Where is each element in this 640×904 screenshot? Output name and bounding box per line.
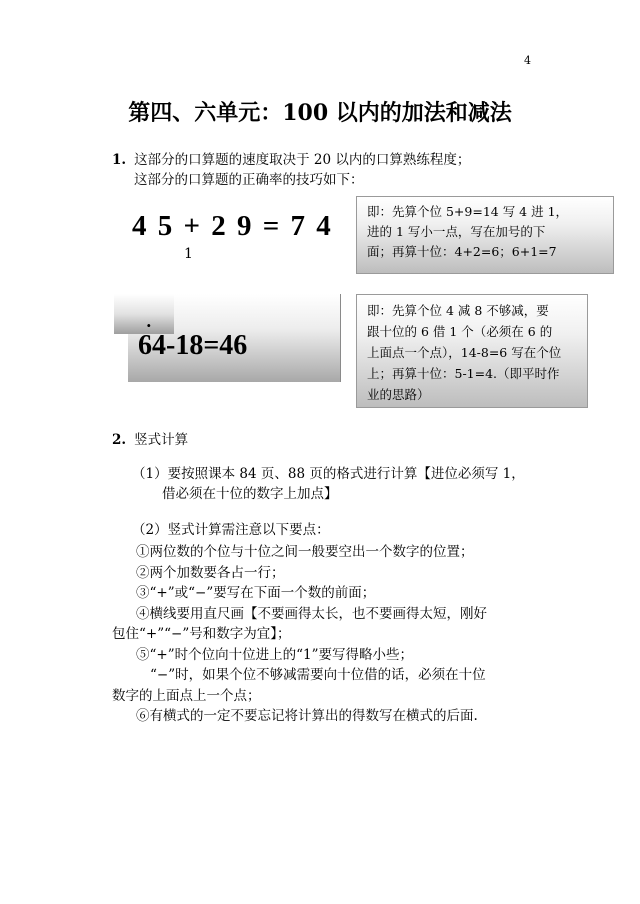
section-2-heading bbox=[112, 428, 188, 448]
checklist bbox=[112, 542, 532, 727]
list-item: ②两个加数要各占一行； bbox=[136, 564, 285, 581]
addition-example-equation: 4 5 + 2 9 = 7 4 bbox=[132, 210, 333, 242]
list-item: ④横线要用直尺画【不要画得太长，也不要画得太短，刚好 bbox=[136, 605, 487, 622]
section-1-line-2: 这部分的口算题的正确率的技巧如下： bbox=[134, 172, 364, 188]
list-item: ①两位数的个位与十位之间一般要空出一个数字的位置； bbox=[136, 544, 474, 560]
list-item: “−”时，如果个位不够减需要向十位借的话，必须在十位 bbox=[150, 667, 486, 683]
list-item: ③“+”或“−”要写在下面一个数的前面； bbox=[136, 585, 376, 601]
section-1-text-1: 这部分的口算题的速度取决于 20 以内的口算熟练程度； bbox=[134, 152, 471, 168]
addition-explanation-box bbox=[356, 196, 614, 274]
section-1 bbox=[112, 150, 470, 190]
page-number: 4 bbox=[524, 54, 531, 67]
list-item: ⑤“+”时个位向十位进上的“1”要写得略小些； bbox=[136, 646, 414, 663]
subtraction-note-line: 即：先算个位 4 减 8 不够减，要 bbox=[367, 303, 549, 318]
point-2-heading: （2）竖式计算需注意以下要点： bbox=[132, 522, 330, 538]
subtraction-example-equation: 64-18=46 bbox=[138, 330, 248, 361]
subtraction-note-line: 上面点一个点），14-8=6 写在个位 bbox=[367, 345, 562, 360]
subtraction-example-tab bbox=[114, 294, 174, 334]
list-item: ⑥有横式的一定不要忘记将计算出的得数写在横式的后面. bbox=[136, 708, 478, 724]
point-1-line-1: （1）要按照课本 84 页、88 页的格式进行计算【进位必须写 1， bbox=[132, 466, 525, 482]
list-item-continuation: 数字的上面点上一个点； bbox=[112, 687, 261, 704]
subtraction-explanation-box bbox=[356, 294, 588, 408]
carry-mark: 1 bbox=[184, 246, 193, 262]
section-2-title: 竖式计算 bbox=[134, 432, 189, 448]
addition-note-line: 面；再算十位：4+2=6；6+1=7 bbox=[367, 244, 557, 259]
section-2-number: 2. bbox=[112, 432, 127, 448]
subtraction-note-line: 上；再算十位：5-1=4.（即平时作 bbox=[367, 366, 560, 381]
list-item-continuation: 包住“+”“−”号和数字为宜】； bbox=[112, 626, 291, 642]
page-title: 第四、六单元：100 以内的加法和减法 bbox=[128, 100, 512, 126]
addition-note-line: 即：先算个位 5+9=14 写 4 进 1， bbox=[367, 204, 569, 219]
section-1-line-1 bbox=[112, 150, 470, 170]
section-1-number: 1. bbox=[112, 152, 127, 168]
point-1 bbox=[132, 464, 552, 504]
subtraction-note-line: 业的思路） bbox=[367, 387, 430, 402]
subtraction-note-line: 跟十位的 6 借 1 个（必须在 6 的 bbox=[367, 324, 553, 339]
addition-note-line: 进的 1 写小一点，写在加号的下 bbox=[367, 224, 546, 239]
borrow-dot: . bbox=[146, 312, 152, 331]
point-1-line-2: 借必须在十位的数字上加点】 bbox=[162, 486, 338, 502]
